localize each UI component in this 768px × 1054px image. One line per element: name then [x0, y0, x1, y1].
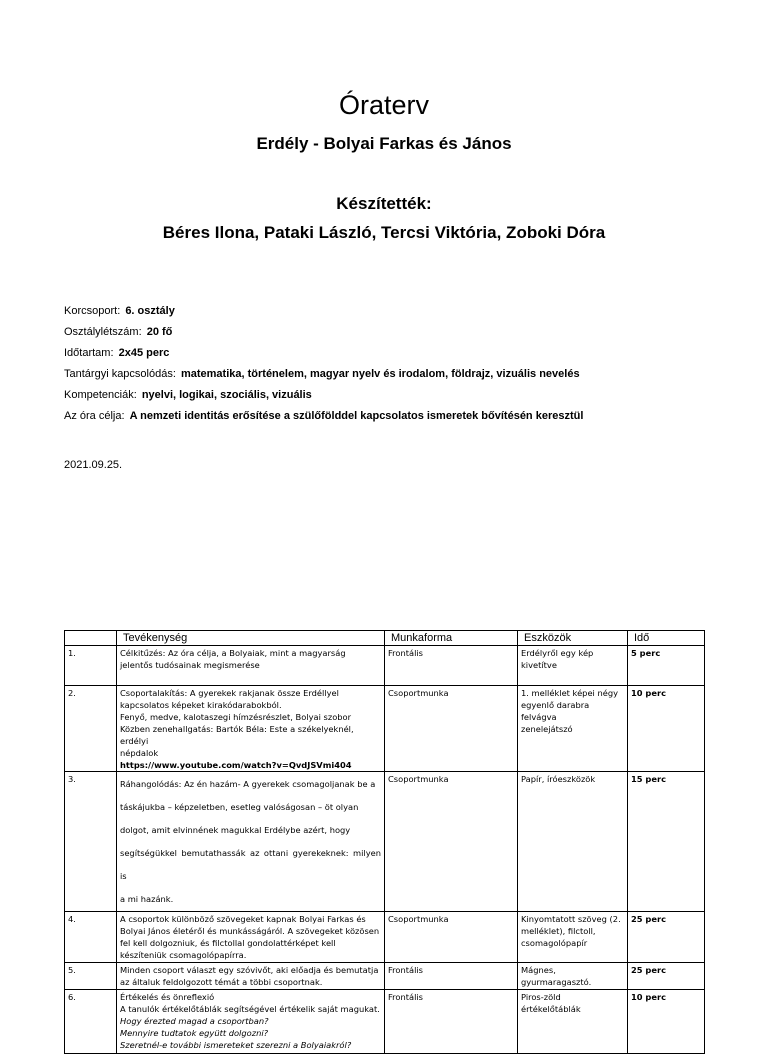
row-work-form: Frontális	[385, 990, 518, 1054]
meta-value: 6. osztály	[125, 305, 175, 317]
tools-line: Papír, íróeszközök	[521, 774, 596, 784]
meta-label: Osztálylétszám:	[64, 326, 142, 338]
activity-line: Bolyai János életéről és munkásságáról. A szövegeket közösen	[120, 926, 380, 936]
activity-line: kapcsolatos képeket kirakódarabokból.	[120, 700, 282, 710]
activity-line: Hogy érezted magad a csoportban?	[120, 1016, 269, 1026]
meta-label: Az óra célja:	[64, 410, 125, 422]
activity-link[interactable]: https://www.youtube.com/watch?v=QvdJSVmi404	[120, 760, 352, 770]
row-tools	[518, 912, 628, 963]
tools-line: 1. melléklet képei négy	[521, 688, 619, 698]
activity-line: A tanulók értékelőtáblák segítségével értékelik saját magukat.	[120, 1004, 380, 1014]
activity-line: Csoportalakítás: A gyerekek rakjanak össze Erdéllyel	[120, 688, 339, 698]
row-activity	[117, 686, 385, 772]
tools-line: egyenlő darabra	[521, 700, 590, 710]
activity-line: A csoportok különböző szövegeket kapnak Bolyai Farkas és	[120, 914, 366, 924]
tools-line: Mágnes,	[521, 965, 556, 975]
tools-line: értékelőtáblák	[521, 1004, 581, 1014]
row-tools	[518, 963, 628, 990]
row-time: 15 perc	[628, 772, 705, 912]
table-row	[65, 686, 705, 772]
meta-value: 20 fő	[146, 326, 173, 338]
activity-line: Célkitűzés: Az óra célja, a Bolyaiak, mint a magyarság	[120, 648, 346, 658]
row-time: 5 perc	[628, 646, 705, 686]
activity-line: az általuk feldolgozott témát a többi csoportnak.	[120, 977, 323, 987]
page-subtitle: Erdély - Bolyai Farkas és János	[256, 134, 512, 153]
meta-label: Korcsoport:	[64, 305, 121, 317]
activity-line: segítségükkel bemutathassák az ottani gyerekeknek: milyen is	[120, 848, 381, 881]
row-activity	[117, 912, 385, 963]
row-tools	[518, 646, 628, 686]
meta-class-size	[64, 325, 744, 346]
activity-line: dolgot, amit elvinnének magukkal Erdélybe azért, hogy	[120, 825, 351, 835]
activity-line: Mennyire tudtatok együtt dolgozni?	[120, 1028, 269, 1038]
activity-line: készíteniük csomagolópapírra.	[120, 950, 247, 960]
row-activity	[117, 646, 385, 686]
activity-line: Szeretnél-e további ismereteket szerezni a Bolyaiakról?	[120, 1040, 352, 1050]
row-tools	[518, 990, 628, 1054]
activity-line: népdalok	[120, 748, 159, 758]
tools-line: csomagolópapír	[521, 938, 588, 948]
meta-subjects	[64, 367, 744, 388]
meta-age-group	[64, 304, 744, 325]
meta-duration	[64, 346, 744, 367]
row-activity	[117, 963, 385, 990]
table-row	[65, 646, 705, 686]
row-activity	[117, 772, 385, 912]
meta-value: 2x45 perc	[118, 347, 170, 359]
table-row	[65, 772, 705, 912]
activity-line: a mi hazánk.	[120, 894, 174, 904]
lesson-plan-table	[64, 630, 705, 1054]
header-number	[65, 631, 117, 646]
meta-competencies	[64, 388, 744, 409]
row-work-form: Frontális	[385, 963, 518, 990]
document-date: 2021.09.25.	[64, 459, 123, 471]
header-work-form: Munkaforma	[385, 631, 518, 646]
tools-line: felvágva	[521, 712, 557, 722]
tools-line: Piros-zöld	[521, 992, 561, 1002]
tools-line: Kinyomtatott szöveg (2.	[521, 914, 621, 924]
activity-line: jelentős tudósainak megismerése	[120, 660, 260, 670]
row-work-form: Csoportmunka	[385, 686, 518, 772]
row-number: 3.	[65, 772, 117, 912]
row-number: 2.	[65, 686, 117, 772]
row-time: 25 perc	[628, 912, 705, 963]
activity-line: táskájukba – képzeletben, esetleg valóságosan – öt olyan	[120, 802, 359, 812]
header-time: Idő	[628, 631, 705, 646]
row-number: 5.	[65, 963, 117, 990]
row-time: 25 perc	[628, 963, 705, 990]
tools-line: melléklet), filctoll,	[521, 926, 596, 936]
table-row	[65, 990, 705, 1054]
row-work-form: Csoportmunka	[385, 912, 518, 963]
meta-goal	[64, 409, 744, 430]
activity-line: fel kell dolgozniuk, és filctollal gondolattérképet kell	[120, 938, 336, 948]
tools-line: zenelejátszó	[521, 724, 573, 734]
meta-label: Kompetenciák:	[64, 389, 137, 401]
meta-value: A nemzeti identitás erősítése a szülőfölddel kapcsolatos ismeretek bővítésén keresztül	[129, 410, 584, 422]
meta-label: Időtartam:	[64, 347, 114, 359]
table-row	[65, 912, 705, 963]
row-number: 1.	[65, 646, 117, 686]
row-time: 10 perc	[628, 686, 705, 772]
row-work-form: Frontális	[385, 646, 518, 686]
row-number: 6.	[65, 990, 117, 1054]
row-time: 10 perc	[628, 990, 705, 1054]
tools-line: gyurmaragasztó.	[521, 977, 592, 987]
page-title: Óraterv	[338, 90, 430, 120]
activity-line: Ráhangolódás: Az én hazám- A gyerekek csomagoljanak be a	[120, 779, 376, 789]
row-number: 4.	[65, 912, 117, 963]
tools-line: Erdélyről egy kép	[521, 648, 594, 658]
activity-line: Fenyő, medve, kalotaszegi hímzésrészlet, Bolyai szobor	[120, 712, 352, 722]
row-tools	[518, 686, 628, 772]
meta-value: nyelvi, logikai, szociális, vizuális	[141, 389, 312, 401]
activity-line: Közben zenehallgatás: Bartók Béla: Este a székelyeknél, erdélyi	[120, 724, 354, 746]
activity-line: Értékelés és önreflexió	[120, 992, 215, 1002]
meta-label: Tantárgyi kapcsolódás:	[64, 368, 176, 380]
header-activity: Tevékenység	[117, 631, 385, 646]
row-activity	[117, 990, 385, 1054]
table-row	[65, 963, 705, 990]
authors-names: Béres Ilona, Pataki László, Tercsi Viktória, Zoboki Dóra	[162, 223, 606, 242]
row-tools	[518, 772, 628, 912]
meta-value: matematika, történelem, magyar nyelv és irodalom, földrajz, vizuális nevelés	[180, 368, 580, 380]
tools-line: kivetítve	[521, 660, 557, 670]
row-work-form: Csoportmunka	[385, 772, 518, 912]
table-header-row	[65, 631, 705, 646]
authors-label: Készítették:	[336, 194, 432, 213]
lesson-meta	[64, 304, 744, 430]
header-tools: Eszközök	[518, 631, 628, 646]
activity-line: Minden csoport választ egy szóvivőt, aki előadja és bemutatja	[120, 965, 379, 975]
